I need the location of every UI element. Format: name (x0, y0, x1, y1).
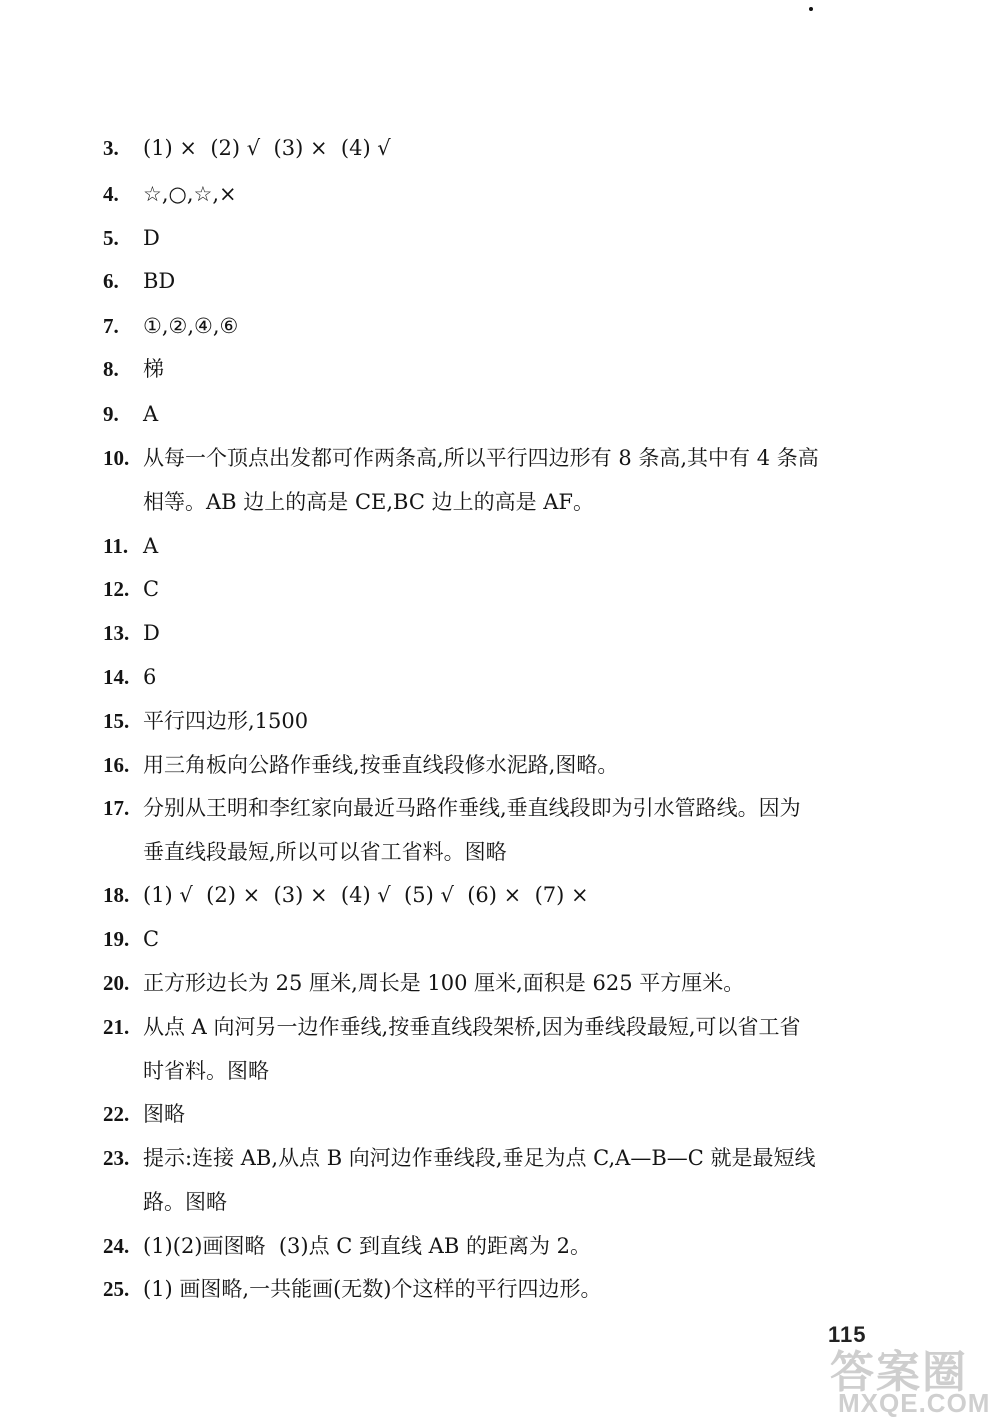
page-number: 115 (828, 1322, 867, 1347)
answer-number: 5. (103, 226, 119, 250)
answer-item-17 (103, 786, 883, 830)
answer-item-22 (103, 1092, 883, 1136)
answer-number: 11. (103, 534, 129, 558)
answer-text: 用三角板向公路作垂线,按垂直线段修水泥路,图略。 (143, 753, 619, 777)
answer-item-14 (103, 655, 883, 699)
answer-number: 23. (103, 1146, 130, 1170)
answer-item-13 (103, 611, 883, 655)
answer-item-7 (103, 304, 883, 348)
answer-number: 18. (103, 883, 130, 907)
answer-text: C (143, 927, 160, 951)
answer-number: 3. (103, 136, 119, 160)
answer-number: 10. (103, 446, 130, 470)
answer-text: C (143, 577, 160, 601)
answer-text: 正方形边长为 25 厘米,周长是 100 厘米,面积是 625 平方厘米。 (143, 971, 745, 995)
answer-item-25 (103, 1267, 883, 1311)
answer-text-continued: 路。图略 (143, 1190, 227, 1214)
answer-text: 分别从王明和李红家向最近马路作垂线,垂直线段即为引水管路线。因为 (143, 796, 801, 820)
answer-number: 6. (103, 269, 119, 293)
answer-text: A (143, 402, 159, 426)
answer-item-11 (103, 524, 883, 568)
answer-number: 20. (103, 971, 130, 995)
answer-item-5 (103, 216, 883, 260)
watermark-url: MXQE.COM (838, 1388, 991, 1418)
answer-number: 13. (103, 621, 130, 645)
answer-item-12 (103, 567, 883, 611)
answer-text: 从点 A 向河另一边作垂线,按垂直线段架桥,因为垂线段最短,可以省工省 (143, 1015, 801, 1039)
answer-number: 19. (103, 927, 130, 951)
answer-item-20 (103, 961, 883, 1005)
answer-number: 15. (103, 709, 130, 733)
answer-item-15 (103, 699, 883, 743)
answer-text: 6 (143, 665, 157, 689)
answer-text: D (143, 621, 160, 645)
answer-item-21 (103, 1005, 883, 1049)
answer-number: 16. (103, 753, 130, 777)
answer-text: (1) 画图略,一共能画(无数)个这样的平行四边形。 (143, 1277, 602, 1301)
answer-item-23 (103, 1136, 883, 1180)
answer-text: 提示:连接 AB,从点 B 向河边作垂线段,垂足为点 C,A—B—C 就是最短线 (143, 1146, 816, 1170)
scan-speck (809, 7, 813, 11)
answer-number: 25. (103, 1277, 130, 1301)
answer-number: 4. (103, 182, 119, 206)
answer-text: 从每一个顶点出发都可作两条高,所以平行四边形有 8 条高,其中有 4 条高 (143, 446, 819, 470)
answer-text: 梯 (143, 357, 164, 381)
answer-number: 21. (103, 1015, 130, 1039)
answer-text: (1) √ (2) × (3) × (4) √ (5) √ (6) × (7) × (143, 883, 589, 907)
watermark-logo: 答案圈 (830, 1347, 968, 1398)
answer-item-18 (103, 873, 883, 917)
answer-item-24 (103, 1224, 883, 1268)
answer-text: 平行四边形,1500 (143, 709, 309, 733)
answer-text-continued: 垂直线段最短,所以可以省工省料。图略 (143, 840, 507, 864)
answer-number: 8. (103, 357, 119, 381)
answer-item-10 (103, 436, 883, 480)
answer-text: ☆,○,☆,× (143, 182, 237, 206)
answer-number: 7. (103, 314, 119, 338)
answer-item-19 (103, 917, 883, 961)
answer-text: (1) × (2) √ (3) × (4) √ (143, 136, 391, 160)
answer-text-continued: 时省料。图略 (143, 1059, 269, 1083)
answer-number: 17. (103, 796, 130, 820)
answer-item-9 (103, 392, 883, 436)
answer-number: 14. (103, 665, 130, 689)
answer-text: 图略 (143, 1102, 185, 1126)
answer-text: BD (143, 269, 176, 293)
answer-item-6 (103, 259, 883, 303)
answer-number: 22. (103, 1102, 130, 1126)
answer-item-3 (103, 126, 883, 170)
answer-item-8 (103, 347, 883, 391)
answer-item-4 (103, 172, 883, 216)
answer-text-continued: 相等。AB 边上的高是 CE,BC 边上的高是 AF。 (143, 490, 594, 514)
answer-number: 24. (103, 1234, 130, 1258)
answer-text: (1)(2)画图略 (3)点 C 到直线 AB 的距离为 2。 (143, 1234, 591, 1258)
answer-text: A (143, 534, 159, 558)
answer-number: 9. (103, 402, 119, 426)
answer-item-16 (103, 743, 883, 787)
answer-text: ①,②,④,⑥ (143, 314, 239, 338)
answer-number: 12. (103, 577, 130, 601)
answer-text: D (143, 226, 160, 250)
